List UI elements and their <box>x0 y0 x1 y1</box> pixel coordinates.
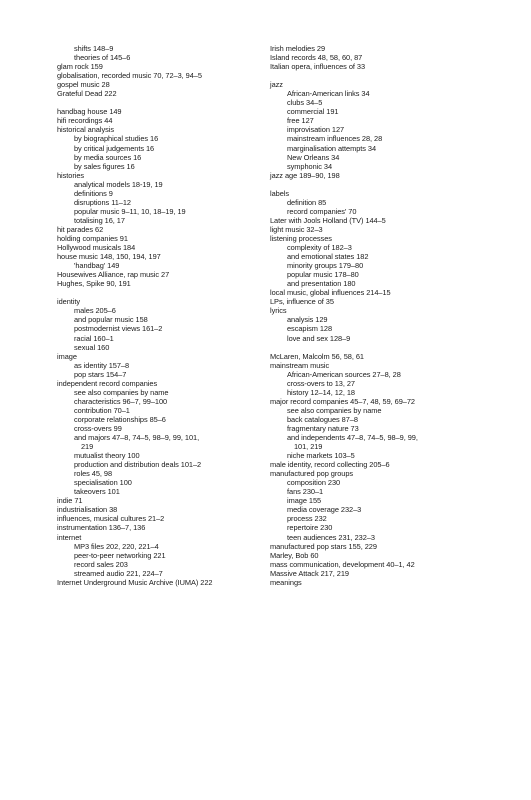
index-heading: internet <box>57 532 82 542</box>
index-heading: Housewives Alliance, rap music 27 <box>57 270 170 280</box>
index-subentry: and independents 47–8, 74–5, 98–9, 99, <box>287 433 418 443</box>
index-heading: Later with Jools Holland (TV) 144–5 <box>270 215 386 225</box>
index-subentry: fragmentary nature 73 <box>287 423 359 433</box>
entry-spacer <box>270 71 480 80</box>
index-heading: manufactured pop stars 155, 229 <box>270 541 377 551</box>
index-subentry: improvisation 127 <box>287 125 345 135</box>
index-heading: Massive Attack 217, 219 <box>270 568 349 578</box>
index-heading: Marley, Bob 60 <box>270 550 319 560</box>
index-heading: lyrics <box>270 306 287 316</box>
index-subentry: see also companies by name <box>287 405 382 415</box>
index-subentry: New Orleans 34 <box>287 152 340 162</box>
index-subentry: repertoire 230 <box>287 523 333 533</box>
index-subentry: streamed audio 221, 224–7 <box>74 568 163 578</box>
index-heading: indie 71 <box>57 496 83 506</box>
index-subentry: by sales figures 16 <box>74 161 135 171</box>
index-heading: Italian opera, influences of 33 <box>270 62 366 72</box>
index-subentry: 101, 219 <box>294 442 323 452</box>
index-subentry: by critical judgements 16 <box>74 143 155 153</box>
index-heading: meanings <box>270 577 302 587</box>
index-subentry: definitions 9 <box>74 188 113 198</box>
index-heading: identity <box>57 297 81 307</box>
index-heading: manufactured pop groups <box>270 469 354 479</box>
index-heading: major record companies 45–7, 48, 59, 69–72 <box>270 396 415 406</box>
index-subentry: fans 230–1 <box>287 487 324 497</box>
index-subentry: clubs 34–5 <box>287 98 323 108</box>
index-subentry: marginalisation attempts 34 <box>287 143 377 153</box>
index-heading: Hollywood musicals 184 <box>57 243 136 253</box>
index-heading: histories <box>57 170 85 180</box>
index-subentry: 219 <box>81 442 94 452</box>
entry-spacer <box>270 343 480 352</box>
index-heading: LPs, influence of 35 <box>270 297 334 307</box>
index-heading: industrialisation 38 <box>57 505 118 515</box>
index-heading: Hughes, Spike 90, 191 <box>57 279 131 289</box>
index-subentry: record companies' 70 <box>287 206 357 216</box>
index-heading: hit parades 62 <box>57 224 104 234</box>
index-subentry: disruptions 11–12 <box>74 197 131 207</box>
index-heading: Grateful Dead 222 <box>57 89 117 99</box>
index-heading: hifi recordings 44 <box>57 116 113 126</box>
index-subentry: theories of 145–6 <box>74 53 131 63</box>
index-heading: local music, global influences 214–15 <box>270 288 391 298</box>
index-subentry: mutualist theory 100 <box>74 451 140 461</box>
index-subentry: process 232 <box>287 514 327 524</box>
index-subentry: teen audiences 231, 232–3 <box>287 532 375 542</box>
index-heading: independent record companies <box>57 378 158 388</box>
index-subentry: complexity of 182–3 <box>287 243 352 253</box>
index-subentry: popular music 9–11, 10, 18–19, 19 <box>74 206 186 216</box>
index-heading: jazz <box>270 80 283 90</box>
index-heading: McLaren, Malcolm 56, 58, 61 <box>270 351 364 361</box>
index-subentry: and majors 47–8, 74–5, 98–9, 99, 101, <box>74 433 200 443</box>
index-column-right <box>270 44 480 587</box>
index-subentry: and presentation 180 <box>287 279 356 289</box>
index-subentry: back catalogues 87–8 <box>287 414 358 424</box>
index-heading: holding companies 91 <box>57 233 128 243</box>
index-subentry: roles 45, 98 <box>74 469 113 479</box>
index-subentry: analysis 129 <box>287 315 328 325</box>
index-subentry: history 12–14, 12, 18 <box>287 387 355 397</box>
index-subentry: characteristics 96–7, 99–100 <box>74 396 168 406</box>
index-subentry: love and sex 128–9 <box>287 333 351 343</box>
index-subentry: corporate relationships 85–6 <box>74 414 166 424</box>
index-subentry: postmodernist views 161–2 <box>74 324 163 334</box>
index-subentry: analytical models 18-19, 19 <box>74 179 163 189</box>
index-subentry: production and distribution deals 101–2 <box>74 460 202 470</box>
entry-spacer <box>57 288 262 297</box>
index-subentry: sexual 160 <box>74 342 110 352</box>
index-subentry: racial 160–1 <box>74 333 114 343</box>
index-subentry: definition 85 <box>287 197 327 207</box>
index-heading: light music 32–3 <box>270 224 323 234</box>
index-heading: globalisation, recorded music 70, 72–3, 94–5 <box>57 71 202 81</box>
index-heading: male identity, record collecting 205–6 <box>270 460 390 470</box>
index-subentry: popular music 178–80 <box>287 270 359 280</box>
index-subentry: symphonic 34 <box>287 161 332 171</box>
index-heading: handbag house 149 <box>57 107 122 117</box>
index-heading: house music 148, 150, 194, 197 <box>57 252 161 262</box>
index-subentry: by biographical studies 16 <box>74 134 159 144</box>
entry-spacer <box>270 180 480 189</box>
index-subentry: free 127 <box>287 116 314 126</box>
index-subentry: see also companies by name <box>74 387 169 397</box>
index-subentry: shifts 148–9 <box>74 44 114 53</box>
index-heading: Irish melodies 29 <box>270 44 326 53</box>
index-subentry: takeovers 101 <box>74 487 120 497</box>
index-subentry: minority groups 179–80 <box>287 261 364 271</box>
index-subentry: escapism 128 <box>287 324 332 334</box>
index-subentry: specialisation 100 <box>74 478 132 488</box>
index-subentry: pop stars 154–7 <box>74 369 127 379</box>
index-subentry: media coverage 232–3 <box>287 505 362 515</box>
index-subentry: image 155 <box>287 496 322 506</box>
entry-spacer <box>57 98 262 107</box>
index-heading: Internet Underground Music Archive (IUMA) 222 <box>57 577 213 587</box>
index-heading: Island records 48, 58, 60, 87 <box>270 53 363 63</box>
index-subentry: as identity 157–8 <box>74 360 130 370</box>
index-subentry: 'handbag' 149 <box>74 261 120 271</box>
index-subentry: African-American sources 27–8, 28 <box>287 369 401 379</box>
index-subentry: cross-overs 99 <box>74 423 122 433</box>
index-subentry: males 205–6 <box>74 306 116 316</box>
index-subentry: African-American links 34 <box>287 89 370 99</box>
index-subentry: commercial 191 <box>287 107 339 117</box>
index-subentry: MP3 files 202, 220, 221–4 <box>74 541 159 551</box>
index-subentry: and emotional states 182 <box>287 252 369 262</box>
index-heading: historical analysis <box>57 125 114 135</box>
index-subentry: cross-overs to 13, 27 <box>287 378 355 388</box>
index-subentry: mainstream influences 28, 28 <box>287 134 383 144</box>
index-subentry: niche markets 103–5 <box>287 451 355 461</box>
index-heading: glam rock 159 <box>57 62 103 72</box>
index-heading: jazz age 189–90, 198 <box>270 170 340 180</box>
index-subentry: contribution 70–1 <box>74 405 130 415</box>
index-heading: influences, musical cultures 21–2 <box>57 514 165 524</box>
index-heading: mass communication, development 40–1, 42 <box>270 559 415 569</box>
index-subentry: composition 230 <box>287 478 341 488</box>
index-subentry: peer-to-peer networking 221 <box>74 550 166 560</box>
index-heading: listening processes <box>270 233 332 243</box>
index-subentry: by media sources 16 <box>74 152 142 162</box>
index-subentry: totalising 16, 17 <box>74 215 125 225</box>
index-subentry: record sales 203 <box>74 559 128 569</box>
index-heading: mainstream music <box>270 360 330 370</box>
index-heading: image <box>57 351 77 361</box>
index-heading: instrumentation 136–7, 136 <box>57 523 146 533</box>
index-heading: gospel music 28 <box>57 80 110 90</box>
index-column-left <box>57 44 262 587</box>
index-heading: labels <box>270 188 290 198</box>
index-subentry: and popular music 158 <box>74 315 148 325</box>
